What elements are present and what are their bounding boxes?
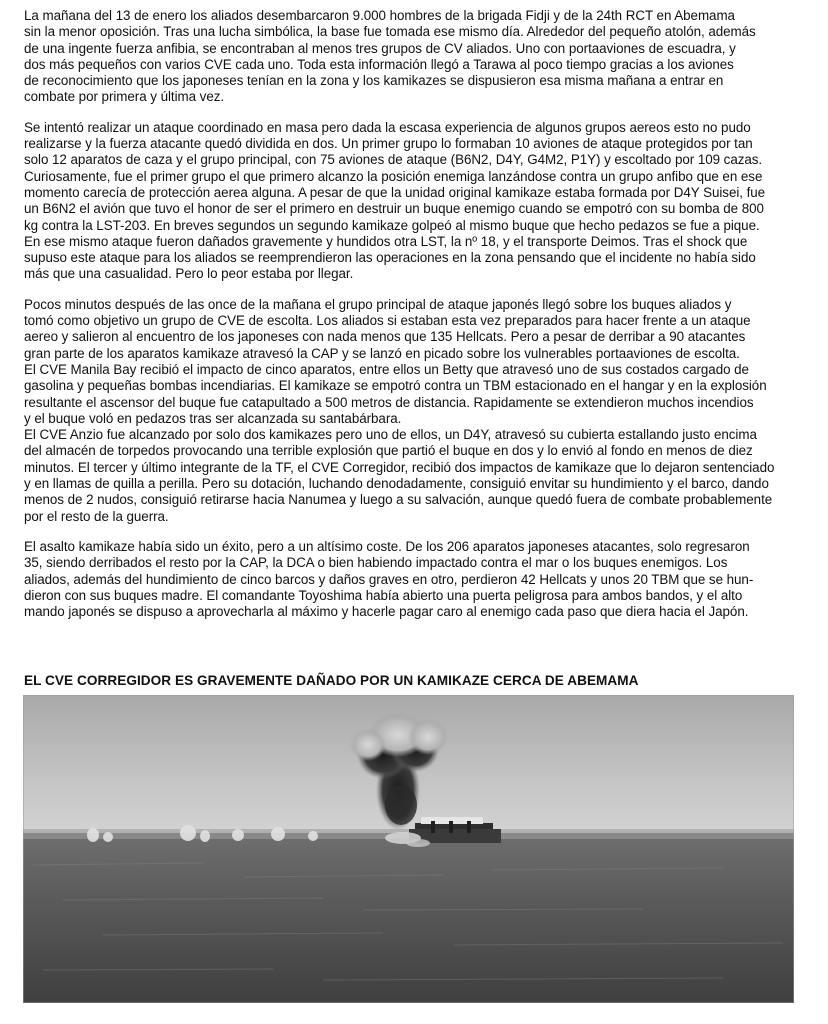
text-line: Curiosamente, fue el primer grupo el que primero alcanzo la posición enemiga lanzándose contra un grupo anfibo que en ese [24,168,763,184]
text-line: de reconocimiento que los japoneses tenían en la zona y los kamikazes se dispusieron esa misma mañana a entrar en [24,73,724,89]
text-line: solo 12 aparatos de caza y el grupo principal, con 75 aviones de ataque (B6N2, D4Y, G4M2, P1Y) y escoltado por 109 cazas. [24,152,763,168]
text-line: un B6N2 el avión que tuvo el honor de ser el primero en destruir un buque enemigo cuando se empotró con su bomba de 800 [24,201,764,217]
text-line: Se intentó realizar un ataque coordinado en masa pero dada la escasa experiencia de algunos grupos aereos esto no pudo [24,119,751,135]
text-line: Pocos minutos después de las once de la mañana el grupo principal de ataque japonés llegó sobre los buques aliados y [24,296,732,312]
text-line: y en llamas de quilla a perilla. Pero su dotación, luchando denodadamente, consiguió envitar su hundimiento y el barco, dando [24,476,769,492]
text-line: dieron con sus buques madre. El comandante Toyoshima había abierto una puerta peligrosa para ambos bandos, y el alto [24,587,743,603]
photo-image [23,695,794,1003]
text-line: aereo y salieron al encuentro de los japoneses con nada menos que 135 Hellcats. Pero a pesar de derribar a 90 atacantes [24,329,746,345]
text-line: más que una casualidad. Pero lo peor estaba por llegar. [24,266,354,282]
text-line: gran parte de los aparatos kamikaze atravesó la CAP y se lanzó en picado sobre los vulnerables portaaviones de escolta. [24,345,740,361]
text-line: 35, siendo derribados el resto por la CAP, la DCA o bien habiendo impactado contra el mar o los buques enemigos. Los [24,555,728,571]
text-line: menos de 2 nudos, consiguió retirarse hacia Nanumea y luego a su salvación, aunque quedó fuera de combate probablemente [24,492,773,508]
text-line: dos más pequeños con varios CVE cada uno. Toda esta información llegó a Tarawa al poco tiempo gracias a los aviones [24,56,734,72]
article-body [24,8,799,634]
text-line: del almacén de torpedos provocando una terrible explosión que partió el buque en dos y lo envió al fondo en menos de diez [24,443,753,459]
text-line: La mañana del 13 de enero los aliados desembarcaron 9.000 hombres de la brigada Fidji y de la 24th RCT en Abemama [24,8,735,23]
text-line: gasolina y pequeñas bombas incendiarias. El kamikaze se empotró contra un TBM estacionado en el hangar y en la explosión [24,378,767,394]
text-line: realizarse y la fuerza atacante quedó dividida en dos. Un primer grupo lo formaban 10 aviones de ataque protegidos por tan [24,136,753,152]
paragraph-first-attack [24,120,799,283]
text-line: y el buque voló en pedazos tras ser alcanzada su santabárbara. [24,410,402,426]
text-line: El asalto kamikaze había sido un éxito, pero a un altísimo coste. De los 206 aparatos japoneses atacantes, solo regresaron [24,538,750,554]
text-line: minutos. El tercer y último integrante de la TF, el CVE Corregidor, recibió dos impactos de kamikaze que lo dejaron sentenciado [24,459,775,475]
text-line: tomó como objetivo un grupo de CVE de escolta. Los aliados si estaban esta vez preparados para hacer frente a un ataque [24,313,751,329]
text-line: de una ingente fuerza anfibia, se encontraban al menos tres grupos de CV aliados. Uno con portaaviones de escuadra, y [24,40,736,56]
text-line: El CVE Anzio fue alcanzado por solo dos kamikazes pero uno de ellos, un D4Y, atravesó su cubierta estallando justo encima [24,427,757,443]
photo-kamikaze-strike [23,695,794,1003]
paragraph-landing [24,8,799,106]
text-line: aliados, además del hundimiento de cinco barcos y daños graves en otro, perdieron 42 Hellcats y unos 20 TBM que se hun- [24,571,754,587]
text-line: kg contra la LST-203. En breves segundos un segundo kamikaze golpeó al mismo buque que hecho pedazos se fue a pique. [24,217,760,233]
text-line: combate por primera y última vez. [24,89,225,105]
figure-caption: EL CVE CORREGIDOR ES GRAVEMENTE DAÑADO POR UN KAMIKAZE CERCA DE ABEMAMA [24,673,639,688]
text-line: supuso este ataque para los aliados se reemprendieron las operaciones en la zona pensando que el incidente no había sido [24,250,756,266]
text-line: momento carecía de protección aerea alguna. A pesar de que la unidad original kamikaze estaba formada por D4Y Suisei, fue [24,184,766,200]
text-line: sin la menor oposición. Tras una lucha simbólica, la base fue tomada ese mismo día. Alrededor del pequeño atolón, además [24,24,756,40]
text-line: por el resto de la guerra. [24,508,169,524]
text-line: resultante el ascensor del buque fue catapultado a 500 metros de distancia. Rapidamente se extendieron muchos incendios [24,394,754,410]
text-line: mando japonés se dispuso a aprovecharla al máximo y hacerle pagar caro al enemigo cada paso que diera hacia el Japón. [24,604,749,620]
text-line: En ese mismo ataque fueron dañados gravemente y hundidos otra LST, la nº 18, y el transporte Deimos. Tras el shock que [24,233,748,249]
paragraph-main-attack [24,297,799,525]
text-line: El CVE Manila Bay recibió el impacto de cinco aparatos, entre ellos un Betty que atravesó uno de sus costados cargado de [24,361,749,377]
paragraph-conclusion [24,539,799,620]
sea [23,833,794,1003]
